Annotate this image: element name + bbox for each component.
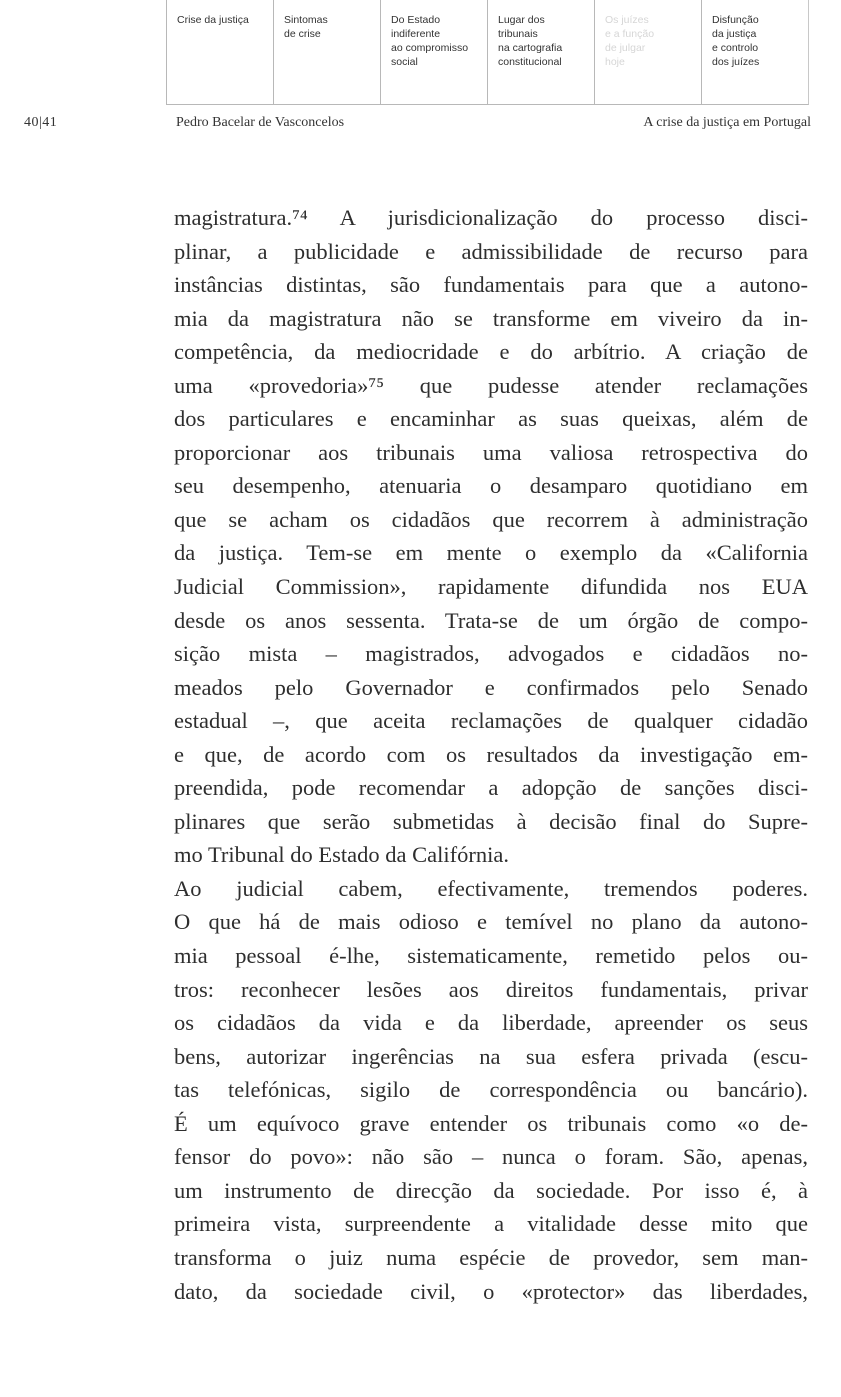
chapter-nav-label: Lugar dos bbox=[498, 14, 545, 26]
text-line: transforma o juiz numa espécie de provedor, sem man- bbox=[174, 1244, 808, 1270]
chapter-nav-label: Disfunção bbox=[712, 14, 759, 26]
chapter-nav-label: tribunais bbox=[498, 28, 538, 40]
text-line: plinar, a publicidade e admissibilidade de recurso para bbox=[174, 238, 808, 264]
chapter-nav-label: hoje bbox=[605, 56, 625, 68]
text-line: dos particulares e encaminhar as suas queixas, além de bbox=[174, 406, 808, 432]
text-line: da justiça. Tem-se em mente o exemplo da «California bbox=[174, 540, 808, 566]
running-header bbox=[0, 111, 841, 135]
text-line: meados pelo Governador e confirmados pelo Senado bbox=[174, 674, 808, 700]
text-line: instâncias distintas, são fundamentais para que a autono- bbox=[174, 272, 808, 298]
chapter-nav-label: Crise da justiça bbox=[177, 14, 249, 26]
chapter-nav-label: indiferente bbox=[391, 28, 441, 40]
chapter-nav-label: Sintomas bbox=[284, 14, 328, 26]
text-line: proporcionar aos tribunais uma valiosa retrospectiva do bbox=[174, 439, 808, 465]
chapter-nav-label: dos juízes bbox=[712, 56, 760, 68]
chapter-nav-item bbox=[702, 0, 808, 104]
text-line: que se acham os cidadãos que recorrem à administração bbox=[174, 506, 808, 532]
chapter-nav-label: de crise bbox=[284, 28, 321, 40]
text-line: uma «provedoria»⁷⁵ que pudesse atender reclamações bbox=[174, 372, 808, 398]
text-line: magistratura.⁷⁴ A jurisdicionalização do processo disci- bbox=[174, 205, 808, 230]
author-name: Pedro Bacelar de Vasconcelos bbox=[176, 115, 345, 130]
text-line: estadual –, que aceita reclamações de qualquer cidadão bbox=[174, 708, 808, 734]
chapter-nav-label: da justiça bbox=[712, 28, 757, 40]
chapter-nav-label: Os juízes bbox=[605, 14, 649, 26]
text-line: desde os anos sessenta. Trata-se de um órgão de compo- bbox=[174, 607, 808, 633]
text-line: os cidadãos da vida e da liberdade, apreender os seus bbox=[174, 1010, 808, 1036]
chapter-nav-item bbox=[488, 0, 595, 104]
chapter-nav-bar bbox=[166, 0, 809, 105]
text-line: tros: reconhecer lesões aos direitos fundamentais, privar bbox=[174, 976, 808, 1002]
chapter-nav-label: ao compromisso bbox=[391, 42, 469, 54]
text-line: seu desempenho, atenuaria o desamparo quotidiano em bbox=[174, 473, 808, 499]
chapter-nav-label: e controlo bbox=[712, 42, 759, 54]
text-line: e que, de acordo com os resultados da investigação em- bbox=[174, 741, 808, 767]
chapter-nav-label: e a função bbox=[605, 28, 655, 40]
chapter-nav-label: de julgar bbox=[605, 42, 646, 54]
chapter-nav-item bbox=[381, 0, 488, 104]
text-line: competência, da mediocridade e do arbítrio. A criação de bbox=[174, 339, 808, 365]
text-line: mia da magistratura não se transforme em viveiro da in- bbox=[174, 305, 808, 331]
text-line: um instrumento de direcção da sociedade. Por isso é, à bbox=[174, 1177, 808, 1203]
chapter-nav-item bbox=[274, 0, 381, 104]
text-line: tas telefónicas, sigilo de correspondência ou bancário). bbox=[174, 1077, 808, 1103]
text-line: plinares que serão submetidas à decisão final do Supre- bbox=[174, 808, 808, 834]
text-line: dato, da sociedade civil, o «protector» das liberdades, bbox=[174, 1278, 808, 1304]
text-line: fensor do povo»: não são – nunca o foram. São, apenas, bbox=[174, 1144, 808, 1170]
text-line: bens, autorizar ingerências na sua esfera privada (escu- bbox=[174, 1043, 808, 1069]
text-line: É um equívoco grave entender os tribunais como «o de- bbox=[174, 1110, 808, 1136]
chapter-nav-label: Do Estado bbox=[391, 14, 441, 26]
chapter-nav-item bbox=[167, 0, 274, 104]
chapter-nav-label: na cartografia bbox=[498, 42, 563, 54]
text-line: primeira vista, surpreendente a vitalidade desse mito que bbox=[174, 1211, 808, 1237]
chapter-nav-item bbox=[595, 0, 702, 104]
text-line: Ao judicial cabem, efectivamente, tremendos poderes. bbox=[174, 875, 808, 901]
text-line: Judicial Commission», rapidamente difundida nos EUA bbox=[174, 574, 808, 600]
text-line: sição mista – magistrados, advogados e cidadãos no- bbox=[174, 641, 808, 667]
book-title: A crise da justiça em Portugal bbox=[643, 115, 811, 130]
chapter-nav-label: social bbox=[391, 56, 418, 68]
page-number: 40|41 bbox=[24, 115, 58, 130]
text-line: mia pessoal é-lhe, sistematicamente, remetido pelos ou- bbox=[174, 943, 808, 969]
chapter-nav-label: constitucional bbox=[498, 56, 562, 68]
body-text bbox=[174, 201, 808, 1308]
text-line: O que há de mais odioso e temível no plano da autono- bbox=[174, 909, 808, 935]
text-line: mo Tribunal do Estado da Califórnia. bbox=[174, 842, 509, 868]
text-line: preendida, pode recomendar a adopção de sanções disci- bbox=[174, 775, 808, 801]
